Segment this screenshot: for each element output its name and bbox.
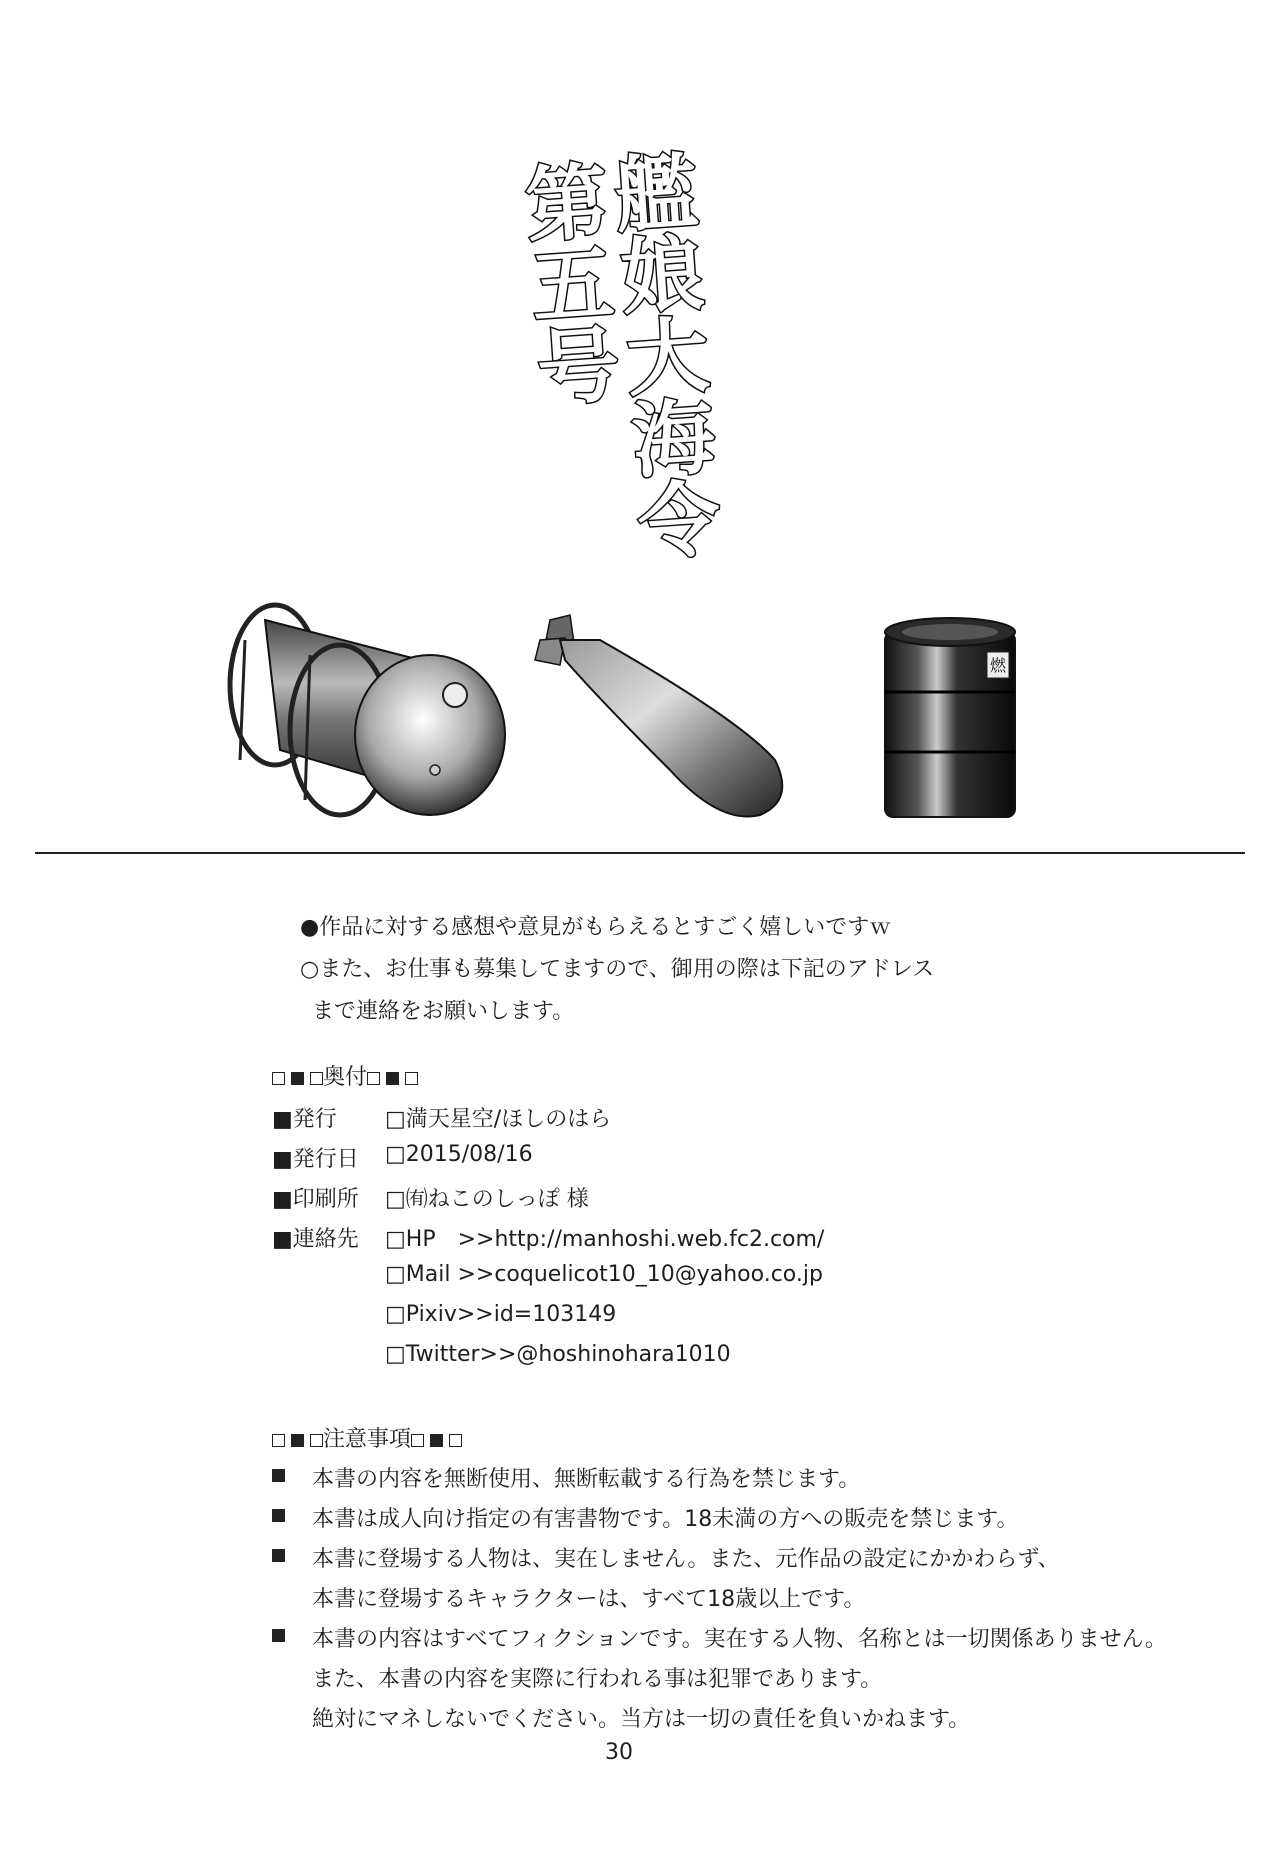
colophon-header: 奥付 bbox=[272, 1060, 418, 1091]
note-2-line-1: 本書は成人向け指定の有害書物です。18未満の方への販売を禁じます。 bbox=[312, 1507, 1019, 1532]
contact-homepage-link[interactable]: □HP >>http://manhoshi.web.fc2.com/ bbox=[385, 1227, 825, 1252]
note-bullet bbox=[272, 1549, 285, 1562]
title-sub: 第五号 bbox=[509, 156, 623, 410]
message-line-2: ○また、お仕事も募集してますので、御用の際は下記のアドレス bbox=[300, 957, 935, 982]
fuel-label: 燃 bbox=[989, 656, 1007, 675]
note-3-line-2: 本書に登場するキャラクターは、すべて18歳以上です。 bbox=[312, 1587, 866, 1612]
colophon-value-date: □2015/08/16 bbox=[385, 1142, 533, 1167]
notes-header: 注意事項 bbox=[272, 1422, 462, 1453]
note-bullet bbox=[272, 1469, 285, 1482]
contact-mail-link[interactable]: □Mail >>coquelicot10_10@yahoo.co.jp bbox=[385, 1262, 823, 1287]
message-line-3: まで連絡をお願いします。 bbox=[312, 999, 575, 1024]
colophon-value-printer: □㈲ねこのしっぽ 様 bbox=[385, 1187, 589, 1212]
oil-drum-icon bbox=[875, 612, 1025, 827]
colophon-label-date: ■発行日 bbox=[272, 1147, 359, 1172]
divider-line bbox=[35, 852, 1245, 854]
contact-twitter-link[interactable]: □Twitter>>@hoshinohara1010 bbox=[385, 1342, 731, 1367]
note-1-line-1: 本書の内容を無断使用、無断転載する行為を禁じます。 bbox=[312, 1467, 861, 1492]
note-bullet bbox=[272, 1509, 285, 1522]
note-4-line-3: 絶対にマネしないでください。当方は一切の責任を負いかねます。 bbox=[312, 1707, 971, 1732]
contact-pixiv-link[interactable]: □Pixiv>>id=103149 bbox=[385, 1302, 617, 1327]
note-4-line-1: 本書の内容はすべてフィクションです。実在する人物、名称とは一切関係ありません。 bbox=[312, 1627, 1167, 1652]
bomb-icon bbox=[520, 610, 820, 830]
colophon-label-publisher: ■発行 bbox=[272, 1107, 337, 1132]
drum-can-icon bbox=[220, 600, 520, 830]
note-3-line-1: 本書に登場する人物は、実在しません。また、元作品の設定にかかわらず、 bbox=[312, 1547, 1060, 1572]
page-number: 30 bbox=[605, 1740, 633, 1765]
note-bullet bbox=[272, 1629, 285, 1642]
note-4-line-2: また、本書の内容を実際に行われる事は犯罪であります。 bbox=[312, 1667, 883, 1692]
colophon-value-publisher: □満天星空/ほしのはら bbox=[385, 1107, 612, 1132]
colophon-label-printer: ■印刷所 bbox=[272, 1187, 359, 1212]
message-line-1: ●作品に対する感想や意見がもらえるとすごく嬉しいですｗ bbox=[300, 915, 892, 940]
title-main: 艦娘大海令 bbox=[598, 147, 724, 563]
colophon-label-contact: ■連絡先 bbox=[272, 1227, 359, 1252]
